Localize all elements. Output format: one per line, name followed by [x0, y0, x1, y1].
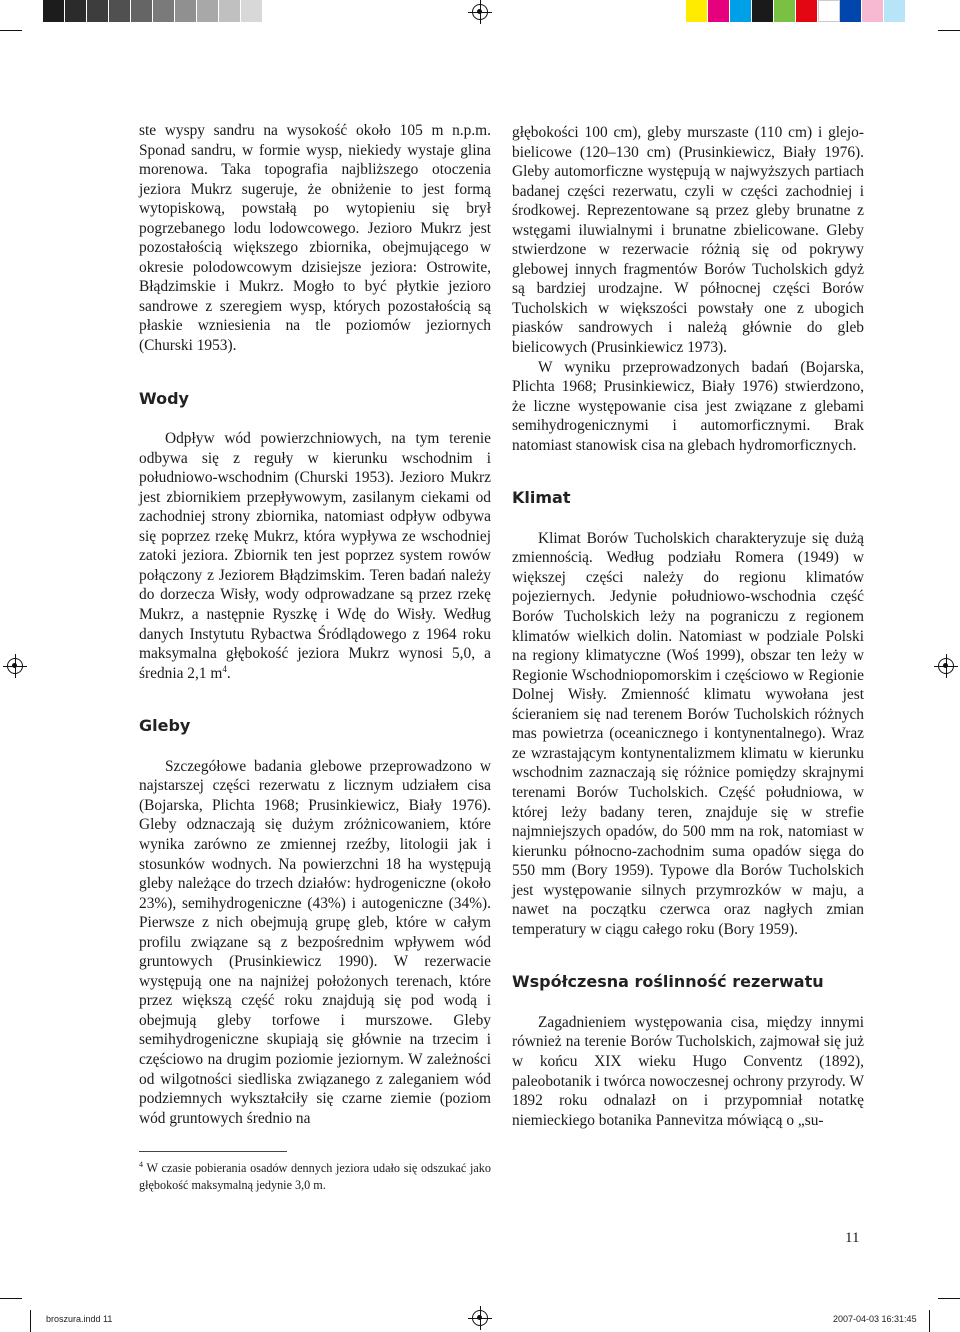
footnote-reference[interactable]: 4 [222, 663, 227, 674]
footnote-divider [139, 1151, 287, 1152]
section-heading-roslinnosc: Współczesna roślinność rezerwatu [512, 972, 824, 992]
crop-mark [938, 1298, 960, 1299]
registration-mark-icon [7, 658, 23, 674]
color-swatch [708, 0, 730, 22]
left-column [139, 121, 491, 1128]
footnote [139, 1160, 491, 1194]
gray-swatch [175, 0, 197, 22]
paragraph: Odpływ wód powierzchniowych, na tym terenie odbywa się z reguły w kierunku wschodnim i południowo-wschodnim (Churski 1953). Jezioro Mukrz jest zbiornikiem przepływowym, zasilanym ciekami od zachodniej strony zbiornika, natomiast odpływ odbywa się poprzez rzekę Mukrz, która wypływa ze wschodniej zatoki jeziora. Zbiornik ten jest poprzez system rowów połączony z Jeziorem Błądzimskim. Teren badań należy do dorzecza Wisły, wody odprowadzane są przez rzekę Mukrz, a następnie Ryszkę i Wdę do Wisły. Według danych Instytutu Rybactwa Śródlądowego z 1964 roku maksymalna głębokość jeziora Mukrz wynosi 5,0, a średnia 2,1 $m^4$. [139, 430, 491, 682]
gray-swatch [241, 0, 263, 22]
registration-mark-icon [472, 1310, 488, 1326]
paragraph: ste wyspy sandru na wysokość około 105 m n.p.m. Sponad sandru, w formie wysp, niekiedy wystaje glina morenowa. Taka topografia najbliższego otoczenia jeziora Mukrz sugeruje, że obniżenie to jest formą wytopiskową, powstałą po wytopieniu się brył pogrzebanego lodu lodowcowego. Jezioro Mukrz jest pozostałością większego zbiornika, obejmującego w okresie polodowcowym dzisiejsze jeziora: Ostrowite, Błądzimskie i Mukrz. Mogło to być płytkie jezioro sandrowe z szeregiem wysp, których pozostałością są płaskie wzniesienia na tle poziomów jeziornych (Churski 1953). [139, 122, 491, 355]
color-calibration-bar [686, 0, 906, 22]
gray-swatch [87, 0, 109, 22]
section-heading-klimat: Klimat [512, 488, 571, 508]
color-swatch [752, 0, 774, 22]
registration-mark-icon [472, 4, 488, 20]
gray-swatch [153, 0, 175, 22]
paragraph: głębokości 100 cm), gleby murszaste (110 cm) i glejo-bielicowe (120–130 cm) (Prusinkiewicz, Biały 1976). Gleby automorficzne występują w najwyższych partiach badanej części rezerwatu, czyli w części zachodniej i środkowej. Reprezentowane są przez gleby brunatne z wstęgami iluwialnymi i brunatne zbielicowane. Gleby stwierdzone w rezerwacie różnią się od pokrywy glebowej innych fragmentów Borów Tucholskich gdyż są bardziej urodzajne. W północnej części Borów Tucholskich w większości powstały one z ubogich piasków sandrowych i należą głównie do gleb bielicowych (Prusinkiewicz 1973). [512, 124, 864, 357]
slug-timestamp: 2007-04-03 16:31:45 [833, 1314, 917, 1324]
color-swatch [884, 0, 906, 22]
section-heading-gleby: Gleby [139, 716, 191, 736]
color-swatch [686, 0, 708, 22]
paragraph: Zagadnieniem występowania cisa, między innymi również na terenie Borów Tucholskich, zajmował się już w końcu XIX wieku Hugo Conventz (1892), paleobotanik i twórca nowoczesnej ochrony przyrody. W 1892 roku odnalazł on i przypomniał notatkę niemieckiego botanika Pannevitza mówiącą o „su- [512, 1013, 864, 1129]
crop-mark [0, 1298, 22, 1299]
gray-swatch [43, 0, 65, 22]
color-swatch [774, 0, 796, 22]
registration-mark-icon [938, 658, 954, 674]
color-swatch [840, 0, 862, 22]
page-number: 11 [845, 1230, 860, 1246]
color-swatch [818, 0, 840, 22]
gray-swatch [131, 0, 153, 22]
grayscale-calibration-bar [43, 0, 263, 22]
paragraph: W wyniku przeprowadzonych badań (Bojarska, Plichta 1968; Prusinkiewicz, Biały 1976) stwierdzono, że liczne występowanie cisa jest związane z glebami semihydrogenicznymi i automorficznymi. Brak natomiast stanowisk cisa na glebach hydromorficznych. [512, 358, 864, 454]
crop-mark [30, 1310, 31, 1332]
crop-mark [929, 1310, 930, 1332]
paragraph-text: Odpływ wód powierzchniowych, na tym terenie odbywa się z reguły w kierunku wschodnim i południowo-wschodnim (Churski 1953). Jezioro Mukrz jest zbiornikiem przepływowym, zasilanym ciekami od zachodniej strony zbiornika, natomiast odpływ odbywa się poprzez rzekę Mukrz, która wypływa ze wschodniej zatoki jeziora. Zbiornik ten jest poprzez system rowów połączony z Jeziorem Błądzimskim. Teren badań należy do dorzecza Wisły, wody odprowadzane są przez rzekę Mukrz, a następnie Ryszkę i Wdę do Wisły. Według danych Instytutu Rybactwa Śródlądowego z 1964 roku maksymalna głębokość jeziora Mukrz wynosi 5,0, a średnia 2,1 m [139, 430, 491, 682]
paragraph: Klimat Borów Tucholskich charakteryzuje się dużą zmiennością. Według podziału Romera (1949) w większej części należy do regionu klimatów pojeziernych. Jedynie południowo-wschodnia część Borów Tucholskich leży na pograniczu z regionem klimatów wielkich dolin. Natomiast w podziale Polski na regiony klimatyczne (Woś 1999), obszar ten leży w Regionie Wschodniopomorskim i częściowo w Regionie Dolnej Wisły. Zmienność klimatu wywołana jest ścieraniem się nad terenem Borów Tucholskich różnych mas powietrza (oceanicznego i kontynentalnego). Wraz ze wzrastającym kontynentalizmem klimatu w kierunku wschodnim zaznaczają się różnice pomiędzy skrajnymi terenami Borów Tucholskich. Część południowa, w której leży badany teren, znajduje się w strefie najmniejszych opadów, do 500 mm na rok, natomiast w kierunku północno-zachodnim suma opadów sięga do 550 mm (Bory 1959). Typowe dla Borów Tucholskich jest występowanie silnych przymrozków w maju, a nawet na początku czerwca oraz nagłych zmian temperatury w ciągu całego roku (Bory 1959). [512, 529, 864, 938]
crop-mark [0, 30, 22, 31]
footnote-mark: 4 [139, 1159, 143, 1169]
gray-swatch [109, 0, 131, 22]
color-swatch [730, 0, 752, 22]
gray-swatch [65, 0, 87, 22]
paragraph: Szczegółowe badania glebowe przeprowadzono w najstarszej części rezerwatu z licznym udziałem cisa (Bojarska, Plichta 1968; Prusinkiewicz, Biały 1976). Gleby odznaczają się dużym zróżnicowaniem, które wynika zarówno ze zmiennej rzeźby, litologii jak i stosunków wodnych. Na powierzchni 18 ha występują gleby należące do trzech działów: hydrogeniczne (około 23%), semihydrogeniczne (43%) i autogeniczne (34%). Pierwsze z nich obejmują grupę gleb, które w całym profilu związane są z bezpośrednim wpływem wód gruntowych (Prusinkiewicz 1990). W rezerwacie występują one na najniżej położonych terenach, które przez większą część roku znajdują się pod wodą i obejmują gleby torfowe i murszowe. Gleby semihydrogeniczne skupiają się głównie na trzecim i częściowo na drugim poziomie jeziornym. W zależności od wilgotności siedliska związanego z zaleganiem wód podziemnych wykształciły się czarne ziemie (poziom wód gruntowych średnio na [139, 757, 491, 1127]
color-swatch [796, 0, 818, 22]
crop-mark [938, 30, 960, 31]
gray-swatch [219, 0, 241, 22]
gray-swatch [197, 0, 219, 22]
footnote-text: W czasie pobierania osadów dennych jeziora udało się odszukać jako głębokość maksymalną jedynie 3,0 m. [139, 1161, 491, 1192]
section-heading-wody: Wody [139, 388, 189, 408]
right-column [512, 123, 864, 1130]
color-swatch [862, 0, 884, 22]
slug-filename: broszura.indd 11 [46, 1314, 113, 1324]
